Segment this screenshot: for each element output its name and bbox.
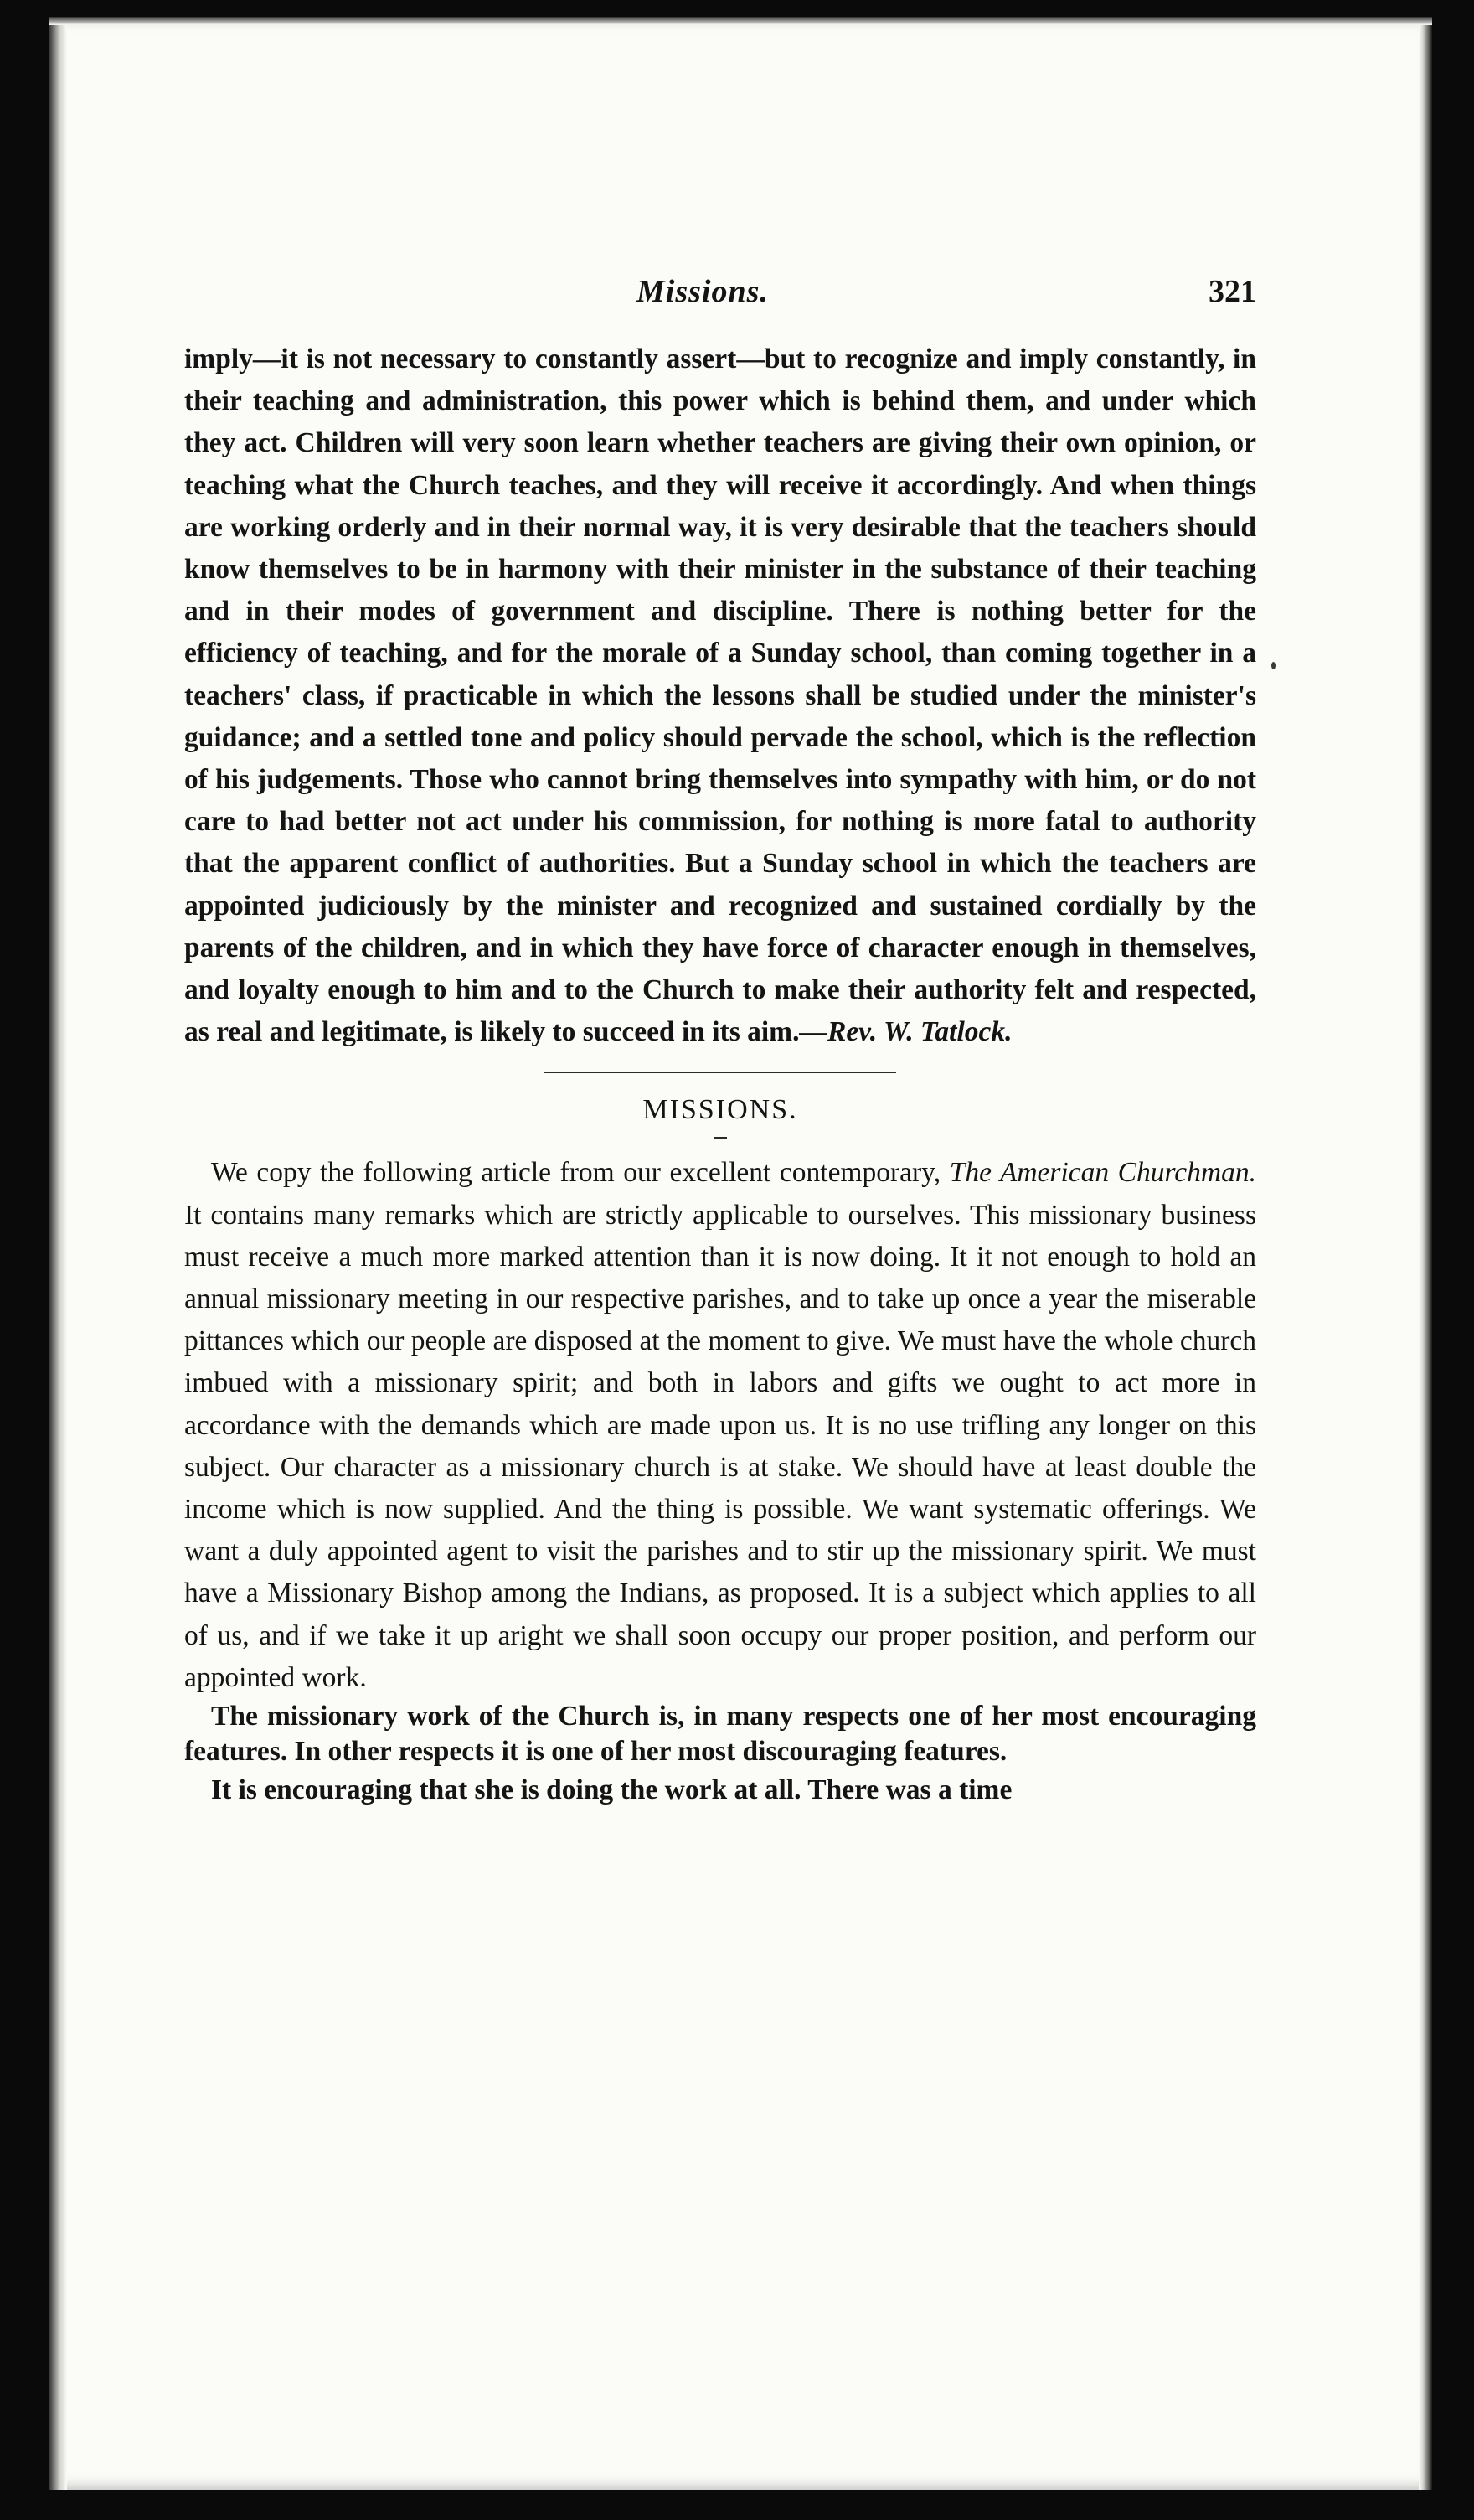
page-number: 321 (1209, 274, 1256, 309)
paragraph-article-intro (184, 1152, 1256, 1699)
paragraph-encouraging: It is encouraging that she is doing the work at all. There was a time (211, 1774, 1013, 1806)
intro-text-after-title: It contains many remarks which are strictly applicable to ourselves. This missionary business must receive a much more marked attention than it is now doing. It it not enough to hold an annual missionary meeting in our respective parishes, and to take up once a year the miserable pittances which our people are disposed at the moment to give. We must have the whole church imbued with a missionary spirit; and both in labors and gifts we ought to act more in accordance with the demands which are made upon us. It is no use trifling any longer on this subject. Our character as a missionary church is at stake. We should have at least double the income which is now supplied. And the thing is possible. We want systematic offerings. We want a duly appointed agent to visit the parishes and to stir up the missionary spirit. We must have a Missionary Bishop among the Indians, as proposed. It is a subject which applies to all of us, and if we take it up aright we shall soon occupy our proper position, and perform our appointed work. (184, 1199, 1256, 1693)
page-edge-shadow-left (49, 17, 67, 2490)
intro-text-before-title: We copy the following article from our excellent contemporary, (211, 1157, 941, 1189)
page-edge-shadow-top (49, 17, 1432, 25)
scan-speck (1271, 662, 1276, 669)
book-page (49, 17, 1432, 2490)
paragraph-continued (184, 338, 1256, 1053)
page-edge-shadow-right (1419, 17, 1432, 2490)
section-divider (544, 1072, 896, 1073)
running-head-title: Missions. (636, 274, 769, 309)
publication-title: The American Churchman. (949, 1157, 1256, 1189)
paragraph-missionary-work: The missionary work of the Church is, in many respects one of her most encouraging features. In other respects it is one of her most discouraging features. (184, 1701, 1256, 1768)
page-text-block (184, 268, 1256, 1811)
running-head (184, 268, 1256, 327)
quote-attribution: —Rev. W. Tatlock. (799, 1016, 1013, 1048)
section-heading: MISSIONS. (642, 1094, 798, 1126)
paragraph-continued-text: imply—it is not necessary to constantly assert—but to recognize and imply constantly, in their teaching and administration, this power which is behind them, and under which they act. Children will very soon learn whether teachers are giving their own opinion, or teaching what the Church teaches, and they will receive it accordingly. And when things are working orderly and in their normal way, it is very desirable that the teachers should know themselves to be in harmony with their minister in the substance of their teaching and in their modes of government and discipline. There is nothing better for the efficiency of teaching, and for the morale of a Sunday school, than coming together in a teachers' class, if practicable in which the lessons shall be studied under the minister's guidance; and a settled tone and policy should pervade the school, which is the reflection of his judgements. Those who cannot bring themselves into sympathy with him, or do not care to had better not act under his commission, for nothing is more fatal to authority that the apparent conflict of authorities. But a Sunday school in which the teachers are appointed judiciously by the minister and recognized and sustained cordially by the parents of the children, and in which they have force of character enough in themselves, and loyalty enough to him and to the Church to make their authority felt and respected, as real and legitimate, is likely to succeed in its aim. (184, 343, 1256, 1048)
heading-dash (714, 1137, 727, 1139)
